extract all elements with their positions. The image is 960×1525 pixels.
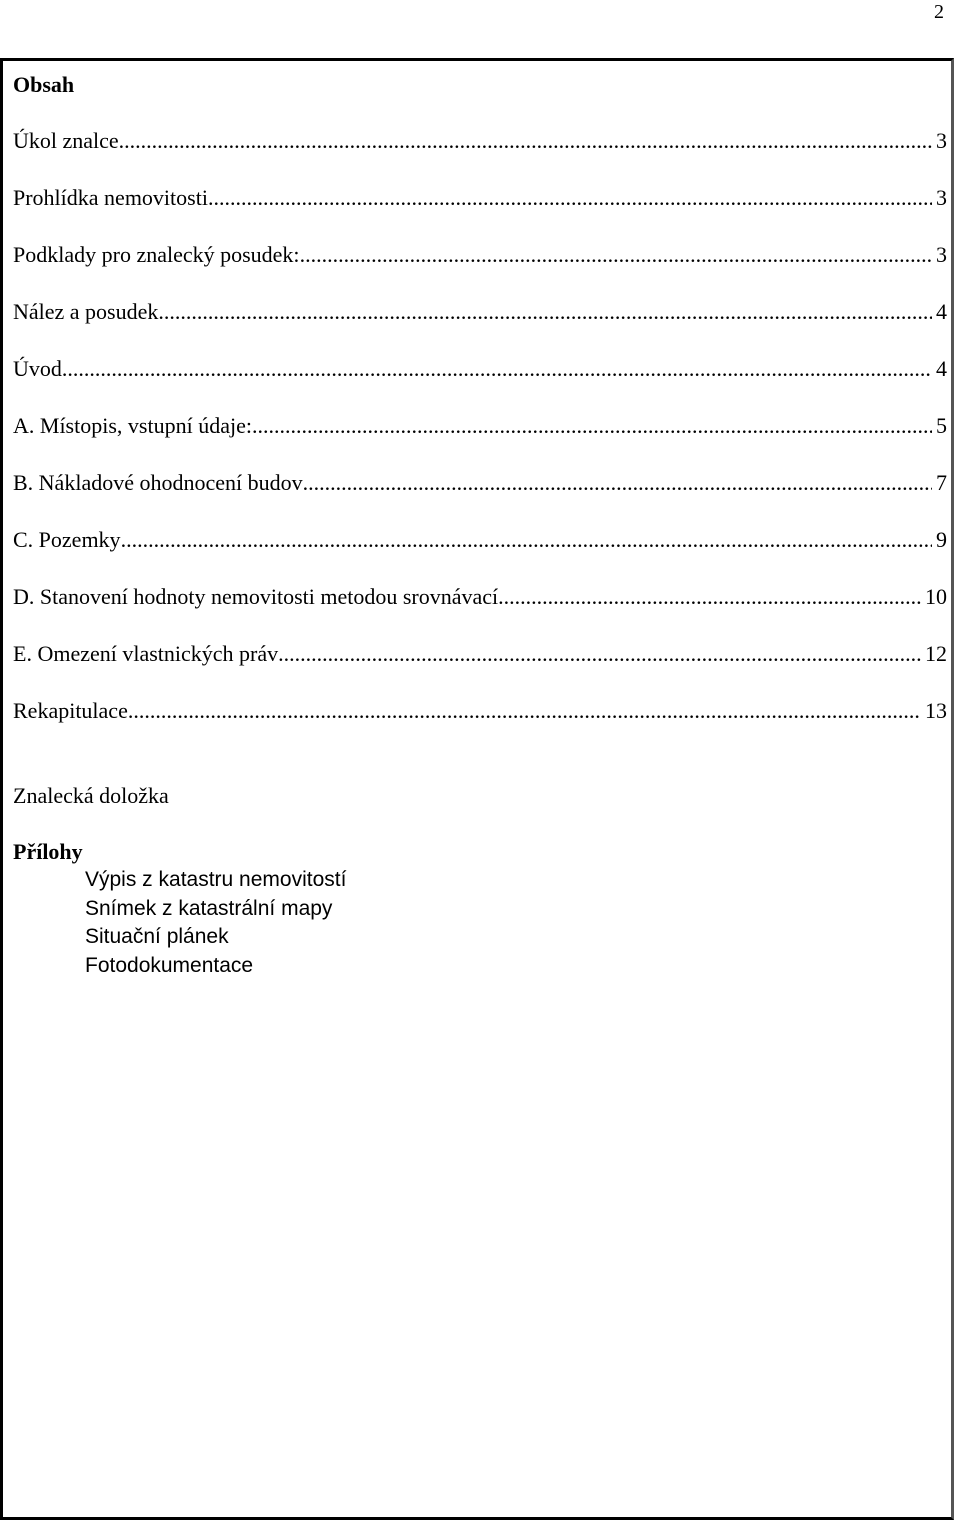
toc-list: [13, 126, 947, 753]
attachments-title: Přílohy: [13, 839, 83, 864]
toc-dot-leader: [278, 639, 921, 669]
toc-entry[interactable]: [13, 126, 947, 183]
toc-dot-leader: [252, 411, 932, 441]
toc-entry[interactable]: [13, 696, 947, 753]
toc-entry-page: 4: [936, 356, 947, 381]
toc-dot-leader: [300, 240, 932, 270]
toc-entry[interactable]: [13, 525, 947, 582]
toc-entry-label: Podklady pro znalecký posudek:: [13, 242, 300, 267]
attachments-section: [13, 838, 346, 980]
attachment-item: Fotodokumentace: [85, 953, 254, 977]
toc-entry[interactable]: [13, 411, 947, 468]
toc-entry-page: 9: [936, 527, 947, 552]
toc-entry-label: D. Stanovení hodnoty nemovitosti metodou srovnávací: [13, 584, 499, 609]
toc-dot-leader: [128, 696, 921, 726]
toc-entry-label: Úvod: [13, 356, 62, 381]
toc-dot-leader: [498, 582, 921, 612]
toc-entry-label: E. Omezení vlastnických práv: [13, 641, 279, 666]
toc-entry-label: A. Místopis, vstupní údaje:: [13, 413, 252, 438]
toc-entry[interactable]: [13, 582, 947, 639]
toc-entry-label: Nález a posudek: [13, 299, 159, 324]
toc-entry-page: 5: [936, 413, 947, 438]
toc-entry[interactable]: [13, 183, 947, 240]
toc-entry[interactable]: [13, 240, 947, 297]
toc-entry-page: 13: [925, 698, 947, 723]
toc-entry-page: 4: [936, 299, 947, 324]
toc-entry[interactable]: [13, 297, 947, 354]
toc-dot-leader: [208, 183, 932, 213]
toc-entry-label: Prohlídka nemovitosti: [13, 185, 208, 210]
expert-clause-heading: Znalecká doložka: [13, 783, 169, 808]
toc-entry-label: C. Pozemky: [13, 527, 121, 552]
toc-dot-leader: [121, 525, 932, 555]
toc-entry-page: 3: [936, 128, 947, 153]
page-number: 2: [934, 1, 944, 23]
toc-entry-page: 7: [936, 470, 947, 495]
toc-entry-page: 12: [925, 641, 947, 666]
toc-entry[interactable]: [13, 468, 947, 525]
toc-dot-leader: [62, 354, 932, 384]
attachment-item: Výpis z katastru nemovitostí: [85, 868, 347, 891]
toc-title: Obsah: [13, 72, 75, 97]
toc-entry[interactable]: [13, 354, 947, 411]
toc-entry-page: 3: [936, 185, 947, 210]
toc-entry[interactable]: [13, 639, 947, 696]
toc-entry-page: 3: [936, 242, 947, 267]
toc-entry-label: Úkol znalce: [13, 128, 119, 153]
toc-entry-page: 10: [925, 584, 947, 609]
attachment-item: Situační plánek: [85, 925, 229, 948]
toc-entry-label: Rekapitulace: [13, 698, 128, 723]
toc-entry-label: B. Nákladové ohodnocení budov: [13, 470, 303, 495]
attachment-item: Snímek z katastrální mapy: [85, 896, 333, 920]
toc-dot-leader: [158, 297, 932, 327]
toc-dot-leader: [119, 126, 932, 156]
toc-dot-leader: [303, 468, 932, 498]
attachments-list: [13, 866, 346, 980]
